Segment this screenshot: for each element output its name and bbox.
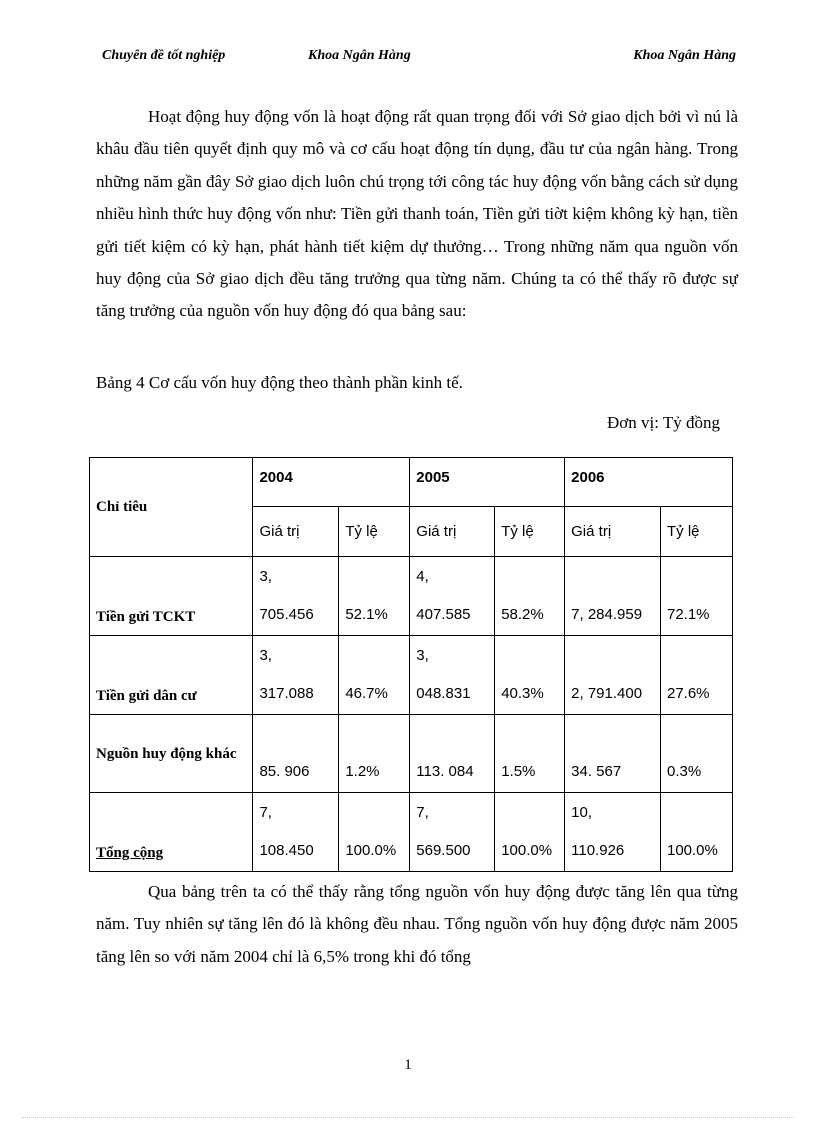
header-year-2004: 2004 bbox=[253, 458, 410, 507]
cell-value: 7, 284.959 bbox=[565, 557, 661, 636]
cell-ratio: 100.0% bbox=[660, 793, 732, 872]
page-number: 1 bbox=[404, 1057, 412, 1073]
cell-ratio: 52.1% bbox=[339, 557, 410, 636]
cell-value: 3, 048.831 bbox=[410, 636, 495, 715]
cell-ratio: 100.0% bbox=[495, 793, 565, 872]
row-label-total: Tổng cộng bbox=[90, 793, 253, 872]
cell-value: 4, 407.585 bbox=[410, 557, 495, 636]
row-label: Tiền gửi dân cư bbox=[90, 636, 253, 715]
cell-value: 85. 906 bbox=[253, 715, 339, 793]
table-row bbox=[90, 636, 733, 715]
table-total-row bbox=[90, 793, 733, 872]
cell-ratio: 1.5% bbox=[495, 715, 565, 793]
subheader-value: Giá trị bbox=[410, 507, 495, 557]
cell-ratio: 0.3% bbox=[660, 715, 732, 793]
row-label: Nguồn huy động khác bbox=[90, 715, 253, 793]
header-faculty: Khoa Ngân Hàng bbox=[308, 48, 411, 63]
page-bottom-divider bbox=[22, 1117, 794, 1118]
subheader-ratio: Tỷ lệ bbox=[495, 507, 565, 557]
subheader-ratio: Tỷ lệ bbox=[339, 507, 410, 557]
header-year-2006: 2006 bbox=[565, 458, 733, 507]
capital-structure-table bbox=[89, 457, 733, 872]
cell-value: 7, 569.500 bbox=[410, 793, 495, 872]
subheader-ratio: Tỷ lệ bbox=[660, 507, 732, 557]
table-caption: Bảng 4 Cơ cấu vốn huy động theo thành phần kinh tế. bbox=[96, 373, 463, 392]
cell-ratio: 27.6% bbox=[660, 636, 732, 715]
cell-value: 2, 791.400 bbox=[565, 636, 661, 715]
header-faculty-right: Khoa Ngân Hàng bbox=[633, 48, 736, 63]
cell-ratio: 100.0% bbox=[339, 793, 410, 872]
intro-paragraph: Hoạt động huy động vốn là hoạt động rất quan trọng đối với Sở giao dịch bởi vì nú là khâu đầu tiên quyết định quy mô và cơ cấu hoạt động tín dụng, đầu tư của ngân hàng. Trong những năm gần đây Sở giao dịch luôn chú trọng tới công tác huy động vốn bằng cách sử dụng nhiều hình thức huy động vốn như: Tiền gửi thanh toán, Tiền gửi tiờt kiệm không kỳ hạn, tiền gửi tiết kiệm có kỳ hạn, phát hành tiết kiệm dự thưởng… Trong những năm qua nguồn vốn huy động của Sở giao dịch đều tăng trưởng qua từng năm. Chúng ta có thể thấy rõ được sự tăng trưởng của nguồn vốn huy động đó qua bảng sau: bbox=[96, 107, 738, 321]
cell-value: 113. 084 bbox=[410, 715, 495, 793]
subheader-value: Giá trị bbox=[565, 507, 661, 557]
cell-ratio: 40.3% bbox=[495, 636, 565, 715]
cell-ratio: 58.2% bbox=[495, 557, 565, 636]
table-unit: Đơn vị: Tỷ đồng bbox=[606, 413, 720, 432]
header-document-type: Chuyên đề tốt nghiệp bbox=[102, 48, 226, 63]
cell-ratio: 46.7% bbox=[339, 636, 410, 715]
cell-ratio: 1.2% bbox=[339, 715, 410, 793]
table-row bbox=[90, 557, 733, 636]
cell-ratio: 72.1% bbox=[660, 557, 732, 636]
cell-value: 3, 705.456 bbox=[253, 557, 339, 636]
page-header bbox=[102, 48, 736, 70]
cell-value: 34. 567 bbox=[565, 715, 661, 793]
analysis-paragraph: Qua bảng trên ta có thể thấy rằng tổng nguồn vốn huy động được tăng lên qua từng năm. Tuy nhiên sự tăng lên đó là không đều nhau. Tổng nguồn vốn huy động được năm 2005 tăng lên so với năm 2004 chỉ là 6,5% trong khi đó tổng bbox=[96, 882, 738, 966]
cell-value: 3, 317.088 bbox=[253, 636, 339, 715]
subheader-value: Giá trị bbox=[253, 507, 339, 557]
header-year-2005: 2005 bbox=[410, 458, 565, 507]
table-row bbox=[90, 715, 733, 793]
header-indicator: Chỉ tiêu bbox=[90, 458, 253, 557]
cell-value: 7, 108.450 bbox=[253, 793, 339, 872]
row-label: Tiền gửi TCKT bbox=[90, 557, 253, 636]
cell-value: 10, 110.926 bbox=[565, 793, 661, 872]
table-header-row bbox=[90, 458, 733, 507]
